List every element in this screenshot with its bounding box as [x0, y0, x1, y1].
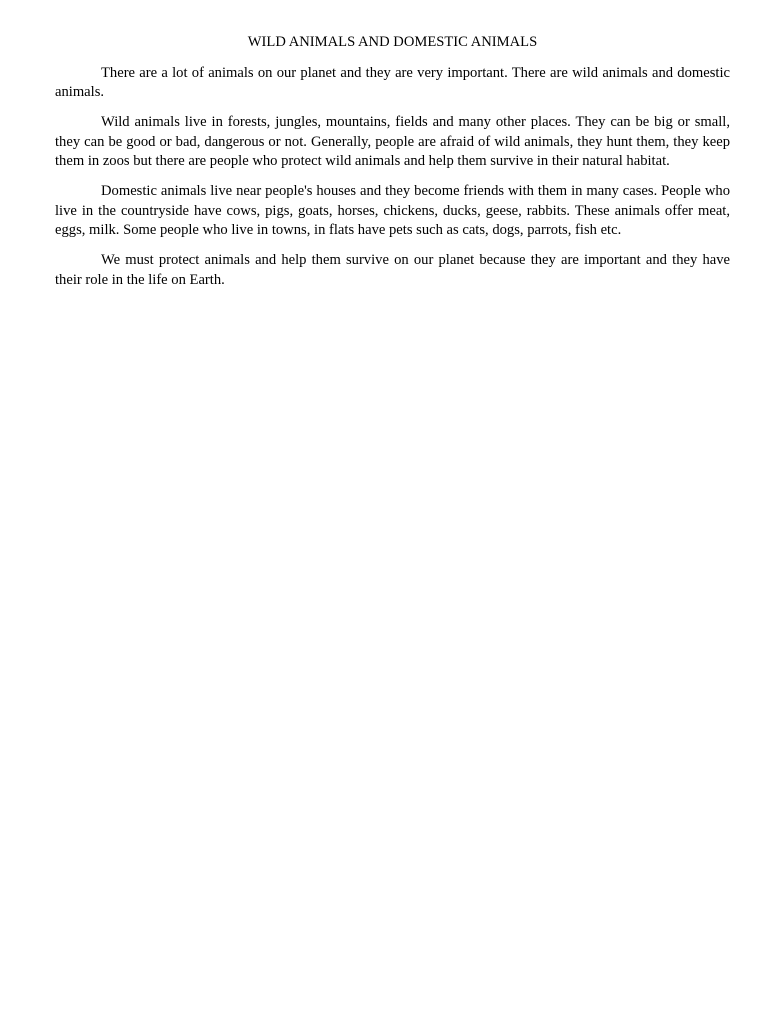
document-title: WILD ANIMALS AND DOMESTIC ANIMALS — [247, 34, 538, 50]
paragraph-conclusion: We must protect animals and help them survive on our planet because they are important and they have their role in the life on Earth. — [55, 252, 730, 288]
document-page — [55, 33, 730, 301]
paragraph-wild-animals: Wild animals live in forests, jungles, mountains, fields and many other places. They can be big or small, they can be good or bad, dangerous or not. Generally, people are afraid of wild animals, they hunt them, they keep them in zoos but there are people who protect wild animals and help them survive in their natural habitat. — [55, 114, 730, 169]
paragraph-intro: There are a lot of animals on our planet and they are very important. There are wild animals and domestic animals. — [55, 64, 730, 100]
paragraph-domestic-animals: Domestic animals live near people's houses and they become friends with them in many cases. People who live in the countryside have cows, pigs, goats, horses, chickens, ducks, geese, rabbits. These animals offer meat, eggs, milk. Some people who live in towns, in flats have pets such as cats, dogs, parrots, fish etc. — [55, 183, 730, 238]
